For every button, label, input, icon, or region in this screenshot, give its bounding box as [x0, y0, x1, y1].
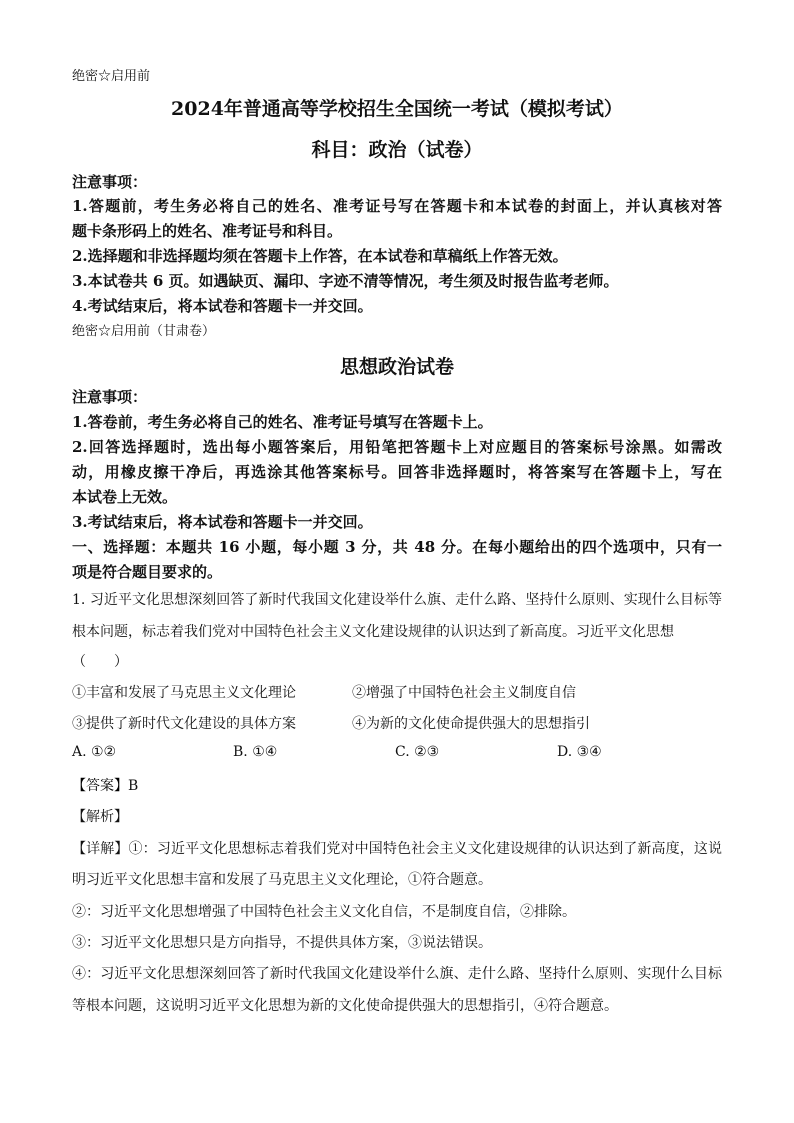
subject-title: 科目：政治（试卷） — [311, 139, 483, 161]
notice-2-item-2-line-3: 本试卷上无效。 — [72, 488, 178, 506]
notice-item-2: 2.选择题和非选择题均须在答题卡上作答，在本试卷和草稿纸上作答无效。 — [72, 247, 568, 265]
notice-item-4: 4.考试结束后，将本试卷和答题卡一并交回。 — [72, 297, 373, 315]
part-1-heading-line-2: 项是符合题目要求的。 — [72, 563, 223, 581]
answer-label: 【答案】 — [72, 778, 128, 794]
detail-line-1 — [72, 838, 722, 858]
answer-value: B — [128, 778, 139, 794]
exam-title: 2024年普通高等学校招生全国统一考试（模拟考试） — [171, 98, 623, 120]
answer-line — [72, 775, 138, 795]
confidential-mark-gansu: 绝密☆启用前（甘肃卷） — [72, 324, 216, 339]
confidential-mark: 绝密☆启用前 — [72, 69, 151, 84]
question-1-blank: （ ） — [72, 654, 128, 670]
notice-2-title: 注意事项： — [72, 388, 148, 406]
detail-line-4: ③：习近平文化思想只是方向指导，不提供具体方案，③说法错误。 — [72, 935, 492, 951]
detail-text-1: ①：习近平文化思想标志着我们党对中国特色社会主义文化建设规律的认识达到了新高度，这说 — [128, 841, 723, 857]
notice-item-3: 3.本试卷共 6 页。如遇缺页、漏印、字迹不清等情况，考生须及时报告监考老师。 — [72, 272, 619, 290]
detail-label: 【详解】 — [72, 841, 129, 857]
notice-2-item-2-line-2: 动，用橡皮擦干净后，再选涂其他答案标号。回答非选择题时，将答案写在答题卡上，写在 — [72, 463, 722, 481]
notice-2-item-1: 1.答卷前，考生务必将自己的姓名、准考证号填写在答题卡上。 — [72, 413, 493, 431]
statement-1: ①丰富和发展了马克思主义文化理论 — [72, 685, 296, 701]
choice-b: B. ①④ — [233, 744, 278, 760]
part-1-heading-line-1: 一、选择题：本题共 16 小题，每小题 3 分，共 48 分。在每小题给出的四个选项中，只有一 — [72, 538, 722, 556]
choice-c: C. ②③ — [395, 744, 440, 760]
question-1-stem-line-1: 1. 习近平文化思想深刻回答了新时代我国文化建设举什么旗、走什么路、坚持什么原则、实现什么目标等 — [72, 592, 722, 608]
analysis-label: 【解析】 — [72, 809, 128, 825]
detail-line-5: ④：习近平文化思想深刻回答了新时代我国文化建设举什么旗、走什么路、坚持什么原则、实现什么目标 — [72, 966, 722, 982]
notice-2-item-2-line-1: 2.回答选择题时，选出每小题答案后，用铅笔把答题卡上对应题目的答案标号涂黑。如需改 — [72, 438, 722, 456]
paper-title: 思想政治试卷 — [339, 356, 454, 378]
detail-line-3: ②：习近平文化思想增强了中国特色社会主义文化自信，不是制度自信，②排除。 — [72, 904, 576, 920]
detail-line-2: 明习近平文化思想丰富和发展了马克思主义文化理论，①符合题意。 — [72, 872, 492, 888]
statement-4: ④为新的文化使命提供强大的思想指引 — [352, 716, 590, 732]
statement-3: ③提供了新时代文化建设的具体方案 — [72, 716, 296, 732]
choice-a: A. ①② — [72, 744, 117, 760]
choice-d: D. ③④ — [557, 744, 602, 760]
detail-line-6: 等根本问题，这说明习近平文化思想为新的文化使命提供强大的思想指引，④符合题意。 — [72, 998, 618, 1014]
notice-item-1-line-2: 题卡条形码上的姓名、准考证号和科目。 — [72, 222, 343, 240]
notice-item-1-line-1: 1.答题前，考生务必将自己的姓名、准考证号写在答题卡和本试卷的封面上，并认真核对答 — [72, 197, 722, 215]
question-1-stem-line-2: 根本问题，标志着我们党对中国特色社会主义文化建设规律的认识达到了新高度。习近平文化思想 — [72, 624, 674, 640]
notice-2-item-3: 3.考试结束后，将本试卷和答题卡一并交回。 — [72, 513, 373, 531]
statement-2: ②增强了中国特色社会主义制度自信 — [352, 685, 576, 701]
notice-title: 注意事项： — [72, 173, 148, 191]
